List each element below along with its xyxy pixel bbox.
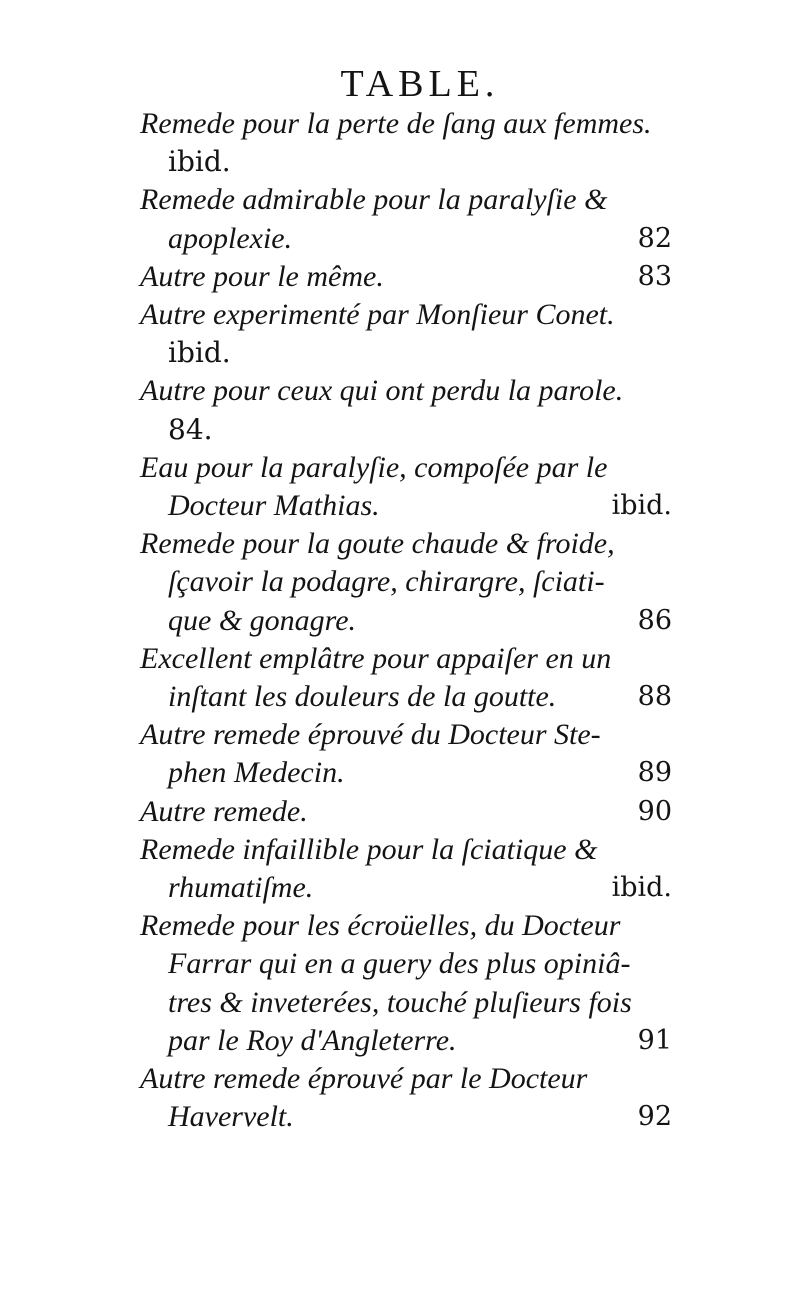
entry-title: Remede admirable pour la paralyſie & — [140, 183, 608, 216]
entry-continuation: phen Medecin. — [168, 756, 345, 789]
toc-line — [0, 983, 800, 1023]
toc-line — [0, 524, 800, 564]
toc-line — [0, 639, 800, 679]
page-title: TABLE. — [340, 63, 500, 105]
entry-title: Autre pour ceux qui ont perdu la parole. — [140, 374, 624, 407]
entry-title: Remede pour la goute chaude & froide, — [140, 527, 615, 560]
toc-line — [0, 944, 800, 984]
entry-title: Autre remede éprouvé par le Docteur — [140, 1062, 588, 1095]
toc-line — [0, 1097, 800, 1137]
entry-continuation: ibid. — [168, 336, 231, 369]
entry-continuation: Havervelt. — [168, 1100, 294, 1133]
entry-continuation: inſtant les douleurs de la goutte. — [168, 680, 557, 713]
toc-line — [0, 486, 800, 526]
toc-line — [0, 715, 800, 755]
page-number: 86 — [637, 605, 672, 636]
page-number: 88 — [637, 681, 672, 712]
entry-continuation: Docteur Mathias. — [168, 489, 380, 522]
page-number: 92 — [637, 1101, 672, 1132]
entry-continuation: rhumatiſme. — [168, 871, 314, 904]
toc-line — [0, 295, 800, 335]
entry-title: Autre experimenté par Monſieur Conet. — [140, 298, 615, 331]
entry-title: Autre remede. — [140, 795, 308, 828]
entry-title: Excellent emplâtre pour appaiſer en un — [140, 642, 612, 675]
page-number: ibid. — [611, 872, 672, 903]
toc-line — [0, 333, 800, 373]
entry-title: Autre remede éprouvé du Docteur Ste- — [140, 718, 601, 751]
toc-line — [0, 371, 800, 411]
page-number: 89 — [637, 757, 672, 788]
entry-continuation: apoplexie. — [168, 222, 293, 255]
toc-line — [0, 448, 800, 488]
toc-line — [0, 868, 800, 908]
toc-line — [0, 219, 800, 259]
entry-continuation: ibid. — [168, 145, 231, 178]
entry-continuation: ſçavoir la podagre, chirargre, ſciati- — [168, 565, 605, 598]
page-number: 82 — [637, 223, 672, 254]
entry-title: Remede pour la perte de ſang aux femmes. — [140, 107, 652, 140]
entry-continuation: par le Roy d'Angleterre. — [168, 1024, 457, 1057]
entry-title: Eau pour la paralyſie, compoſée par le — [140, 451, 608, 484]
toc-line — [0, 677, 800, 717]
page-number: 90 — [637, 796, 672, 827]
toc-line — [0, 1021, 800, 1061]
toc-line — [0, 257, 800, 297]
toc-line — [0, 142, 800, 182]
entry-continuation: 84. — [168, 413, 213, 446]
toc-line — [0, 830, 800, 870]
page-number: 91 — [637, 1025, 672, 1056]
page-number: 83 — [637, 261, 672, 292]
entry-continuation: que & gonagre. — [168, 604, 357, 637]
toc-line — [0, 562, 800, 602]
toc-line — [0, 601, 800, 641]
toc-line — [0, 180, 800, 220]
toc-line — [0, 1059, 800, 1099]
entry-continuation: Farrar qui en a guery des plus opiniâ- — [168, 947, 631, 980]
toc-line — [0, 104, 800, 144]
toc-line — [0, 792, 800, 832]
toc-line — [0, 410, 800, 450]
entry-continuation: tres & inveterées, touché pluſieurs fois — [168, 986, 632, 1019]
toc-line — [0, 753, 800, 793]
entry-title: Autre pour le même. — [140, 260, 384, 293]
toc-line — [0, 906, 800, 946]
entry-title: Remede infaillible pour la ſciatique & — [140, 833, 598, 866]
entry-title: Remede pour les écroüelles, du Docteur — [140, 909, 621, 942]
page-number: ibid. — [611, 490, 672, 521]
